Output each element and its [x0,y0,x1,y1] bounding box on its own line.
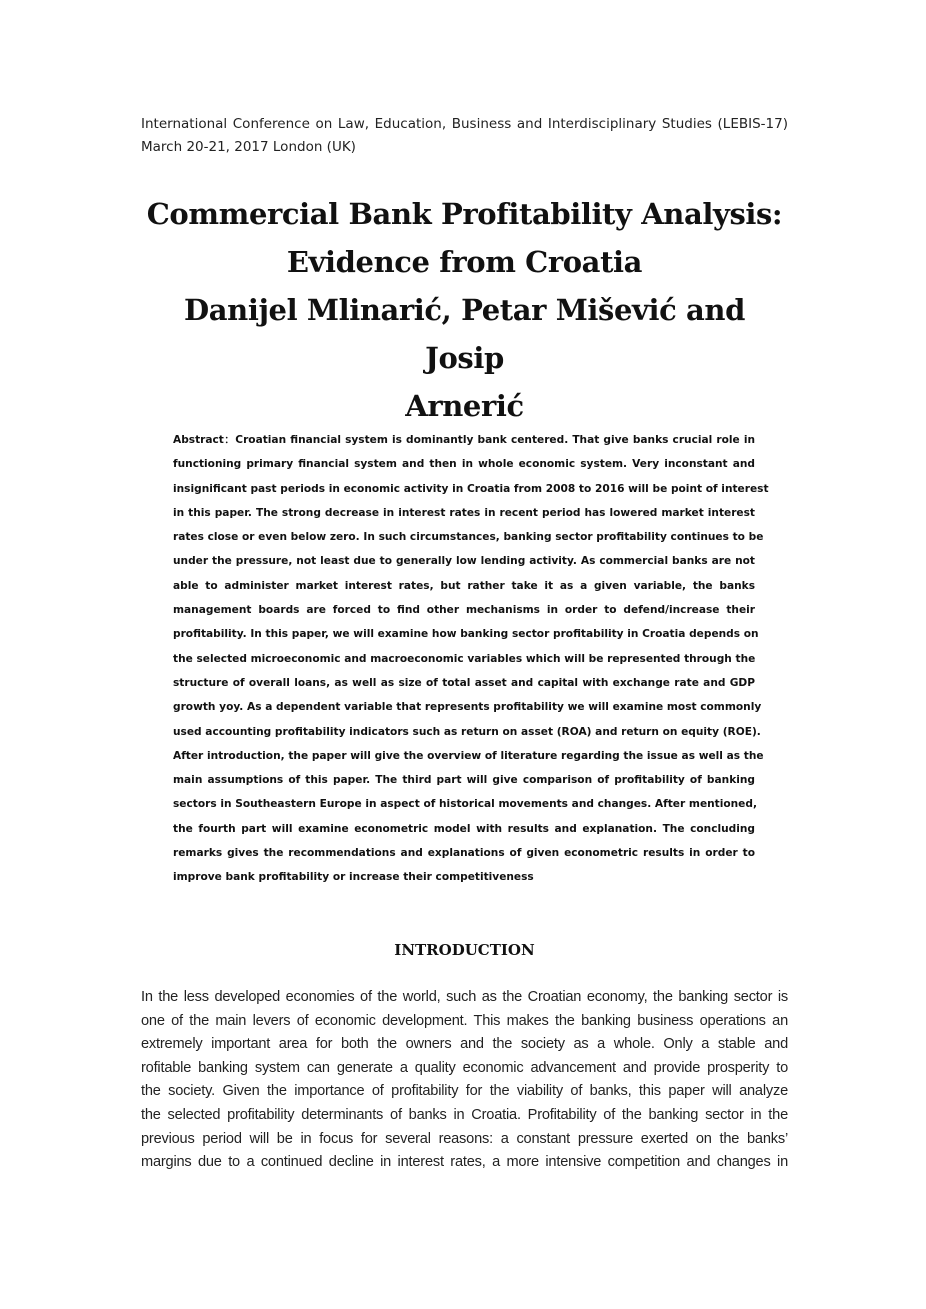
abstract-line: sectors in Southeastern Europe in aspect of historical movements and changes. After mentioned, [173,798,757,811]
authors-line-2: Arnerić [405,389,524,423]
authors-line-1: Danijel Mlinarić, Petar Mišević and Josip [184,293,745,375]
body-line: the society. Given the importance of profitability for the viability of banks, this paper will analyze [141,1083,788,1100]
abstract-line: used accounting profitability indicators such as return on asset (ROA) and return on equity (ROE). [173,725,761,738]
conference-name: International Conference on Law, Education, Business and Interdisciplinary Studies (LEBIS-17) [141,116,788,132]
abstract-line: main assumptions of this paper. The third part will give comparison of profitability of banking [173,774,755,787]
body-line: one of the main levers of economic development. This makes the banking business operations an [141,1012,788,1029]
abstract-line: Abstract：Croatian financial system is dominantly bank centered. That give banks crucial role in [173,434,755,446]
conference-header [141,113,788,159]
body-line: the selected profitability determinants of banks in Croatia. Profitability of the banking sector in the [141,1106,788,1123]
abstract-line: functioning primary financial system and then in whole economic system. Very inconstant and [173,458,755,471]
abstract-line: the fourth part will examine econometric model with results and explanation. The concluding [173,822,755,835]
paper-title-block [141,190,788,430]
abstract-line: remarks gives the recommendations and explanations of given econometric results in order to [173,847,755,860]
introduction-body [141,986,788,1175]
body-line: extremely important area for both the owners and the society as a whole. Only a stable and [141,1036,788,1053]
abstract [173,428,769,890]
body-line: rofitable banking system can generate a quality economic advancement and provide prosperity to [141,1059,788,1076]
abstract-line: structure of overall loans, as well as size of total asset and capital with exchange rate and GDP [173,676,755,689]
abstract-line: under the pressure, not least due to generally low lending activity. As commercial banks are not [173,555,755,568]
paper-title-line-2: Evidence from Croatia [286,245,643,279]
abstract-line: growth yoy. As a dependent variable that represents profitability we will examine most commonly [173,701,762,714]
abstract-line: able to administer market interest rates, but rather take it as a given variable, the banks [173,579,755,592]
abstract-line: management boards are forced to find other mechanisms in order to defend/increase their [173,604,755,617]
conference-date-location: March 20-21, 2017 London (UK) [141,139,356,155]
abstract-line: the selected microeconomic and macroeconomic variables which will be represented through the [173,652,756,665]
body-line: In the less developed economies of the world, such as the Croatian economy, the banking sector is [141,989,788,1005]
abstract-line: After introduction, the paper will give the overview of literature regarding the issue as well as the [173,749,764,762]
body-line: margins due to a continued decline in interest rates, a more intensive competition and changes in [141,1154,788,1171]
section-heading-introduction: INTRODUCTION [394,941,535,959]
abstract-line: improve bank profitability or increase their competitiveness [173,871,534,884]
abstract-line: profitability. In this paper, we will examine how banking sector profitability in Croatia depends on [173,628,759,641]
abstract-line: in this paper. The strong decrease in interest rates in recent period has lowered market interest [173,506,755,519]
abstract-line: rates close or even below zero. In such circumstances, banking sector profitability continues to be [173,531,764,544]
abstract-line: insignificant past periods in economic activity in Croatia from 2008 to 2016 will be point of interest [173,482,769,495]
body-line: previous period will be in focus for several reasons: a constant pressure exerted on the banks’ [141,1130,788,1147]
paper-title-line-1: Commercial Bank Profitability Analysis: [146,197,783,231]
